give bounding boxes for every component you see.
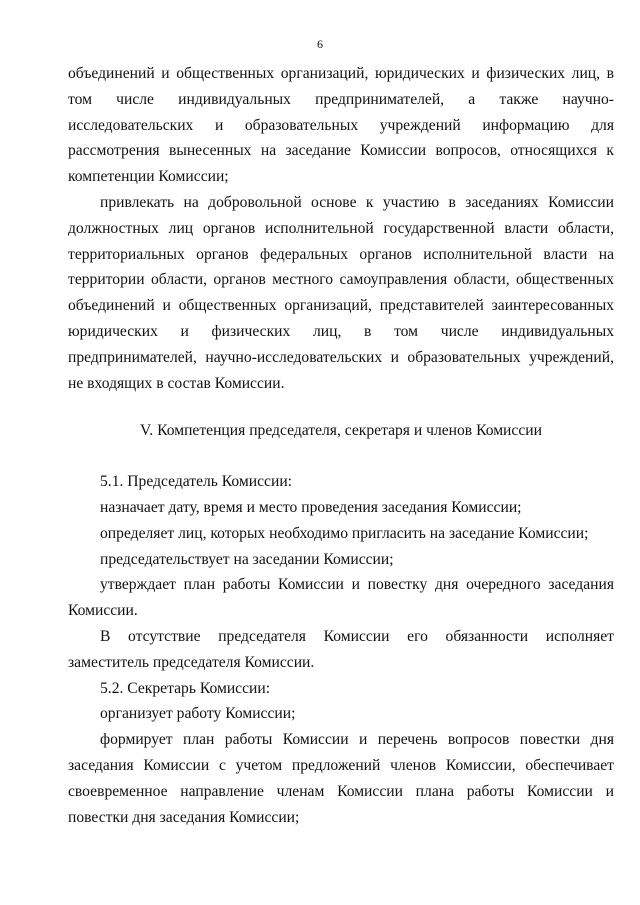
secretary-title: 5.2. Секретарь Комиссии: <box>100 679 271 697</box>
document-body <box>68 61 614 830</box>
chairman-absence: В отсутствие председателя Комиссии его обязанности исполняет заместитель председателя Комиссии. <box>68 627 614 671</box>
secretary-duty-plan: формирует план работы Комиссии и перечень вопросов повестки дня заседания Комиссии с учетом предложений членов Комиссии, обеспечивает своевременное направление членам Комиссии плана работы Комиссии и повестки дня заседания Комиссии; <box>68 731 614 826</box>
secretary-duty-organize: организует работу Комиссии; <box>100 705 296 723</box>
page-number: 6 <box>317 37 323 51</box>
chairman-duty-date: назначает дату, время и место проведения заседания Комиссии; <box>100 498 522 516</box>
chairman-duty-invite: определяет лиц, которых необходимо пригласить на заседание Комиссии; <box>100 524 589 542</box>
section-heading: V. Компетенция председателя, секретаря и членов Комиссии <box>140 422 542 440</box>
chairman-duty-approve: утверждает план работы Комиссии и повестку дня очередного заседания Комиссии. <box>68 576 614 620</box>
chairman-title: 5.1. Председатель Комиссии: <box>100 473 293 491</box>
chairman-duty-preside: председательствует на заседании Комиссии; <box>100 550 394 568</box>
paragraph-continuation: объединений и общественных организаций, юридических и физических лиц, в том числе индивидуальных предпринимателей, а также научно-исследовательских и образовательных учреждений информацию для рассмотрения вынесенных на заседание Комиссии вопросов, относящихся к компетенции Комиссии; <box>68 65 614 186</box>
paragraph-involve-officials: привлекать на добровольной основе к участию в заседаниях Комиссии должностных лиц органов исполнительной государственной власти области, территориальных органов федеральных органов исполнительной власти на территории области, органов местного самоуправления области, общественных объединений и общественных организаций, представителей заинтересованных юридических и физических лиц, в том числе индивидуальных предпринимателей, научно-исследовательских и образовательных учреждений, не входящих в состав Комиссии. <box>68 193 614 392</box>
